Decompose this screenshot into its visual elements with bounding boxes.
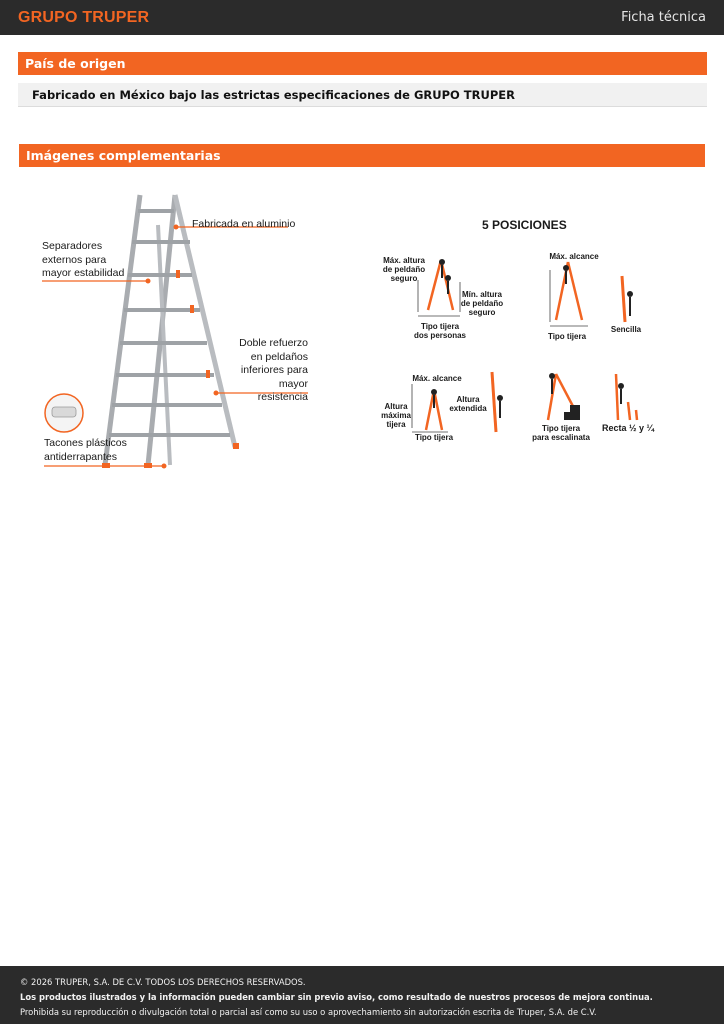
top-header-bar (0, 0, 724, 35)
label-line: Mín. altura (461, 290, 502, 299)
label-line: seguro (390, 274, 418, 283)
footer-prohibition: Prohibida su reproducción o divulgación total o parcial así como su uso o aprovechamiento sin autorización escrita de Truper, S.A. de C.V. (20, 1007, 597, 1017)
sheet-title: Ficha técnica (621, 10, 706, 25)
label-tipo-tijera-2: Tipo tijera (414, 433, 454, 442)
origin-section-heading: País de origen (18, 52, 707, 75)
label-max-altura-peldano (378, 256, 430, 283)
label-line: de peldaño (382, 265, 426, 274)
callout-tacones (44, 437, 127, 464)
label-line: dos personas (413, 331, 466, 340)
callout-tacones-line: antiderrapantes (44, 450, 117, 463)
truper-logo[interactable]: GRUPO TRUPER (18, 8, 150, 26)
label-recta: Recta ½ y ¼ (601, 423, 655, 433)
callout-refuerzo-line: mayor resistencia (257, 377, 308, 403)
label-max-alcance-2: Máx. alcance (412, 374, 462, 383)
callout-separadores-line: mayor estabilidad (42, 267, 125, 279)
label-line: para escalinata (532, 433, 590, 442)
page-footer (0, 966, 724, 1024)
callout-refuerzo-line: en peldaños (250, 350, 308, 363)
label-line: extendida (449, 404, 487, 413)
label-line: Altura (456, 395, 480, 404)
images-section-heading: Imágenes complementarias (19, 144, 705, 167)
callout-tacones-line: Tacones plásticos (44, 437, 127, 449)
callout-refuerzo-line: Doble refuerzo (239, 337, 308, 349)
label-line: Tipo tijera (420, 322, 460, 331)
label-altura-maxima-tijera (380, 402, 412, 429)
label-line: Tipo tijera (541, 424, 581, 433)
label-line: seguro (468, 308, 496, 317)
label-sencilla: Sencilla (610, 325, 642, 334)
label-line: Altura (384, 402, 408, 411)
callout-separadores-line: Separadores (42, 240, 103, 252)
label-tipo-tijera-1: Tipo tijera (547, 332, 587, 341)
label-line: tijera (386, 420, 406, 429)
callout-refuerzo-line: inferiores para (240, 364, 308, 376)
label-tijera-dos-personas (412, 322, 468, 340)
positions-title: 5 POSICIONES (482, 218, 567, 232)
label-altura-extendida (448, 395, 488, 413)
label-line: Máx. altura (383, 256, 425, 265)
origin-text-row (18, 83, 707, 107)
footer-notice: Los productos ilustrados y la información pueden cambiar sin previo aviso, como resultado de nuestros procesos de mejora continua. (20, 992, 653, 1002)
label-line: máxima (381, 411, 411, 420)
label-line: de peldaño (460, 299, 504, 308)
label-tijera-escalinata (530, 424, 592, 442)
label-max-alcance-1: Máx. alcance (549, 252, 599, 261)
origin-text: Fabricado en México bajo las estrictas especificaciones de GRUPO TRUPER (32, 87, 515, 102)
positions-image (378, 212, 668, 452)
callout-aluminio: Fabricada en aluminio (192, 218, 296, 230)
label-min-altura-peldano (458, 290, 506, 317)
callout-separadores-line: externos para (42, 253, 107, 266)
footer-copyright: © 2026 TRUPER, S.A. DE C.V. TODOS LOS DERECHOS RESERVADOS. (20, 977, 306, 987)
ladder-feature-image (30, 185, 330, 475)
callout-separadores (42, 240, 124, 281)
callout-refuerzo (226, 337, 308, 405)
